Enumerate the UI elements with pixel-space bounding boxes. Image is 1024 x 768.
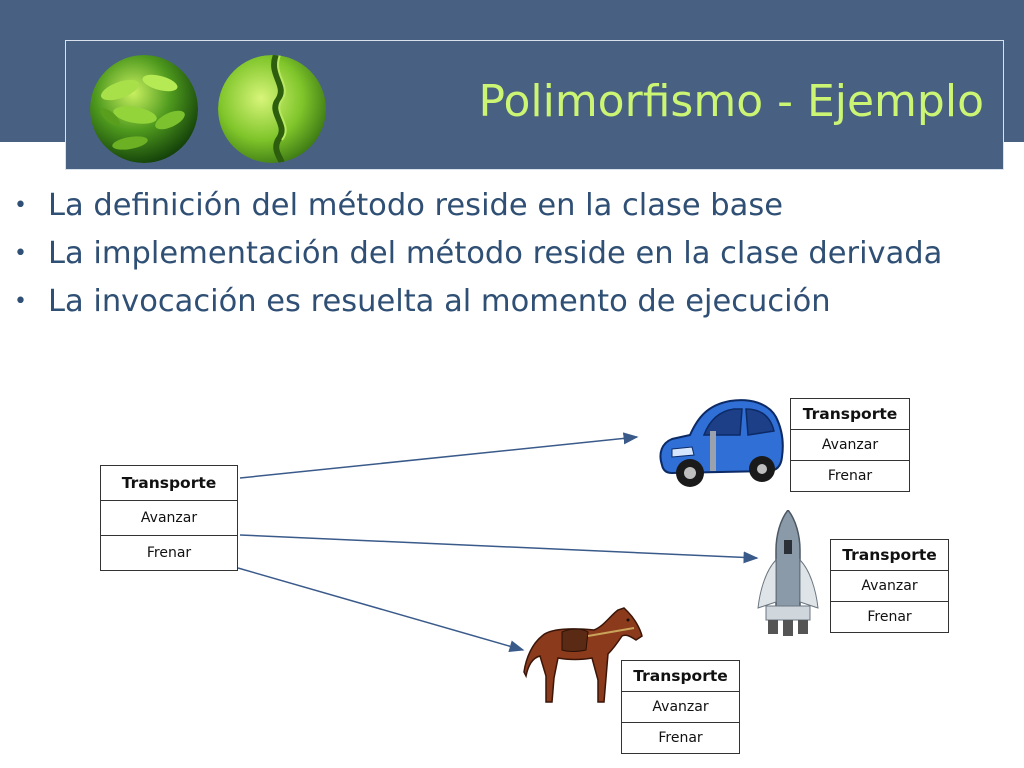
method-frenar: Frenar xyxy=(791,460,909,491)
bullet-item: • La definición del método reside en la clase base xyxy=(14,186,1014,226)
method-avanzar: Avanzar xyxy=(622,691,739,722)
method-frenar: Frenar xyxy=(622,722,739,753)
class-name: Transporte xyxy=(121,474,217,492)
class-name: Transporte xyxy=(842,546,937,564)
slide-title: Polimorfismo - Ejemplo xyxy=(478,76,984,127)
derived-box-car xyxy=(790,398,910,492)
bullet-dot: • xyxy=(14,241,27,266)
method-avanzar: Avanzar xyxy=(101,500,237,535)
derived-box-horse xyxy=(621,660,740,754)
arrow-to-shuttle xyxy=(240,535,757,558)
method-frenar: Frenar xyxy=(831,601,948,632)
base-class-box xyxy=(100,465,238,571)
bullet-dot: • xyxy=(14,289,27,314)
class-name: Transporte xyxy=(633,667,728,685)
space-shuttle-icon xyxy=(752,510,824,640)
bullet-item: • La implementación del método reside en la clase derivada xyxy=(14,234,1014,274)
arrow-to-horse xyxy=(238,568,523,650)
derived-box-shuttle xyxy=(830,539,949,633)
bullet-dot: • xyxy=(14,193,27,218)
method-frenar: Frenar xyxy=(101,535,237,570)
arrow-to-car xyxy=(240,437,637,478)
bullet-item: • La invocación es resuelta al momento de ejecución xyxy=(14,282,1014,322)
class-name: Transporte xyxy=(802,405,898,423)
car-icon xyxy=(650,395,790,495)
method-avanzar: Avanzar xyxy=(791,429,909,460)
method-avanzar: Avanzar xyxy=(831,570,948,601)
